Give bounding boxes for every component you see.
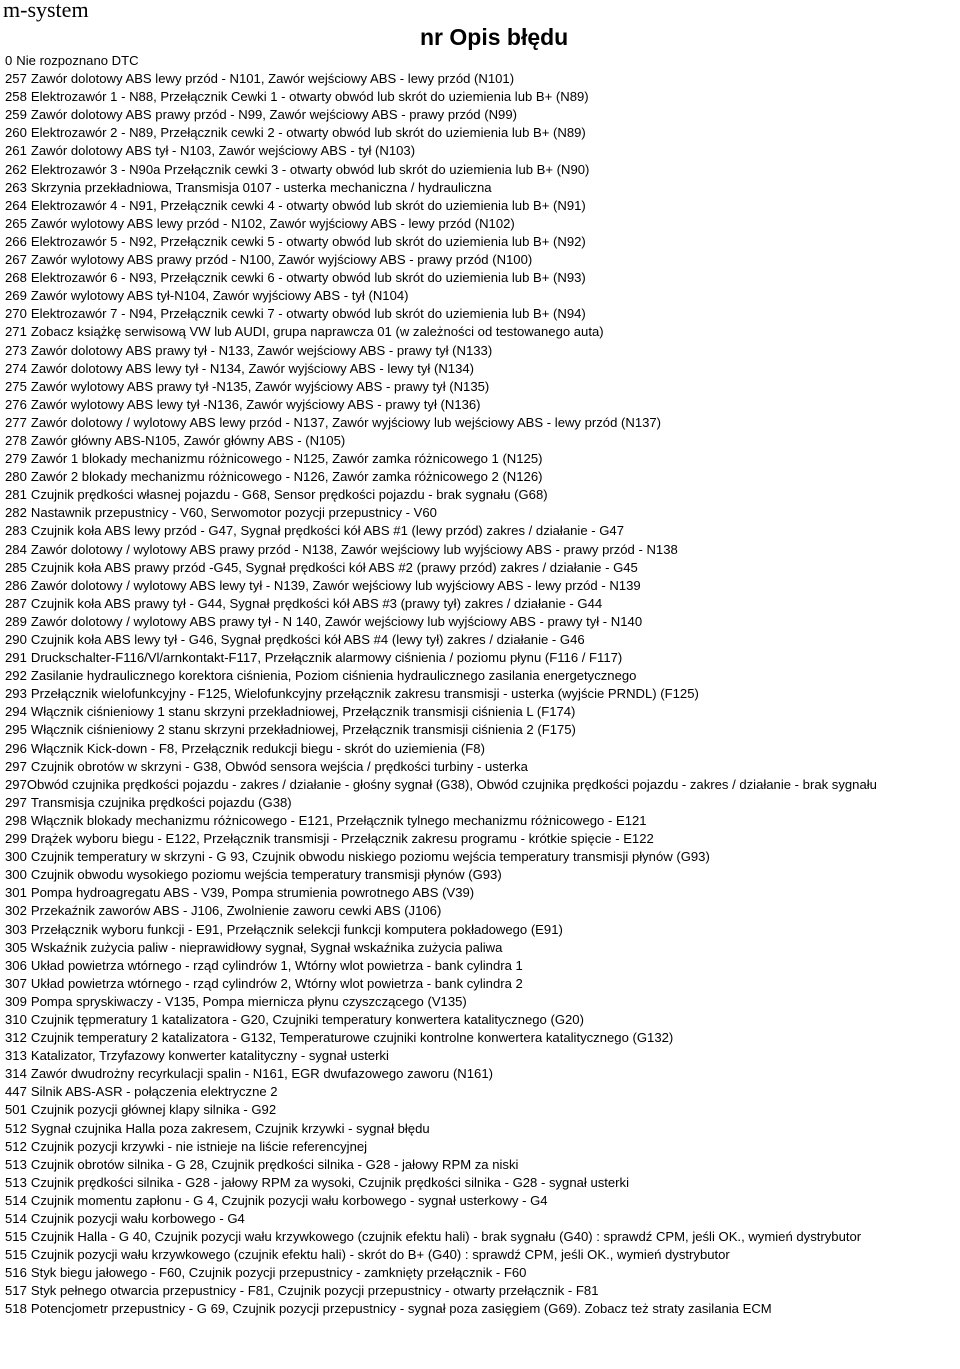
error-code-number: 269 [5,288,27,304]
error-code-description: Układ powietrza wtórnego - rząd cylindrów 2, Wtórny wlot powietrza - bank cylindra 2 [30,975,523,991]
error-code-number: 517 [5,1283,27,1299]
error-code-description: Elektrozawór 3 - N90a Przełącznik cewki 3 - otwarty obwód lub skrót do uziemienia lub B+ (N90) [30,161,590,177]
error-code-row [5,450,957,468]
error-code-row [5,287,957,305]
error-code-description: Zawór 1 blokady mechanizmu różnicowego - N125, Zawór zamka różnicowego 1 (N125) [30,451,543,467]
error-code-row [5,1246,957,1264]
error-code-number: 309 [5,993,27,1009]
error-code-row [5,758,957,776]
error-code-description: Czujnik temperatury 2 katalizatora - G132, Temperaturowe czujniki kontrolne konwertera katalitycznego (G132) [30,1030,674,1046]
error-code-row [5,70,957,88]
error-code-number: 301 [5,885,27,901]
error-code-row [5,667,957,685]
error-code-row [5,305,957,323]
brand-logo-text: m-system [3,0,89,22]
error-code-description: Zawór wylotowy ABS tył-N104, Zawór wyjściowy ABS - tył (N104) [30,288,409,304]
error-code-description: Czujnik obwodu wysokiego poziomu wejścia temperatury transmisji płynów (G93) [30,867,502,883]
error-code-row [5,957,957,975]
error-code-number: 275 [5,378,27,394]
error-code-description: Czujnik pozycji krzywki - nie istnieje na liście referencyjnej [30,1138,368,1154]
error-code-description: Potencjometr przepustnicy - G 69, Czujnik pozycji przepustnicy - sygnał poza zasięgiem (G69). Zobacz też straty zasilania ECM [30,1301,772,1317]
error-code-number: 290 [5,632,27,647]
error-code-number: 313 [5,1048,27,1064]
error-code-number: 292 [5,668,27,684]
error-code-row [5,721,957,739]
error-code-number: 300 [5,867,27,883]
error-code-row [5,1101,957,1119]
error-code-number: 297 [5,794,27,810]
error-code-description: Sygnał czujnika Halla poza zakresem, Czujnik krzywki - sygnał błędu [30,1120,430,1136]
error-code-description: Zawór wylotowy ABS prawy przód - N100, Zawór wyjściowy ABS - prawy przód (N100) [30,252,533,268]
error-code-description: Styk biegu jałowego - F60, Czujnik pozycji przepustnicy - zamknięty przełącznik - F60 [30,1265,527,1281]
error-code-number: 264 [5,197,27,213]
error-code-number: 281 [5,487,27,503]
error-code-number: 259 [5,107,27,123]
error-code-description: Czujnik prędkości silnika - G28 - jałowy RPM za wysoki, Czujnik prędkości silnika - G28 - sygnał usterki [30,1174,630,1190]
error-code-row [5,215,957,233]
error-code-number: 299 [5,831,27,847]
error-code-number: 298 [5,812,27,828]
error-code-description: Silnik ABS-ASR - połączenia elektryczne 2 [30,1084,278,1100]
error-code-number: 296 [5,740,27,756]
error-code-description: Elektrozawór 1 - N88, Przełącznik Cewki 1 - otwarty obwód lub skrót do uziemienia lub B+ (N89) [30,89,589,105]
error-code-number: 273 [5,342,27,358]
error-code-description: Elektrozawór 4 - N91, Przełącznik cewki 4 - otwarty obwód lub skrót do uziemienia lub B+ (N91) [30,197,586,213]
page-title: nr Opis błędu [420,24,569,50]
error-code-row [5,1156,957,1174]
error-code-row [5,939,957,957]
error-code-description: Czujnik pozycji wału korbowego - G4 [30,1211,245,1226]
error-code-row [5,975,957,993]
error-code-number: 314 [5,1066,27,1082]
error-code-number: 293 [5,686,27,702]
error-code-description: Zawór dolotowy ABS tył - N103, Zawór wejściowy ABS - tył (N103) [30,143,416,159]
error-code-number: 297 [5,776,27,792]
error-code-description: Zawór główny ABS-N105, Zawór główny ABS - (N105) [30,432,346,448]
error-code-description: Obwód czujnika prędkości pojazdu - zakres / działanie - głośny sygnał (G38), Obwód czujnika prędkości pojazdu - zakres / działanie - brak sygnału [26,776,877,792]
error-code-number: 307 [5,975,27,991]
error-code-description: Zawór wylotowy ABS lewy przód - N102, Zawór wyjściowy ABS - lewy przód (N102) [30,215,515,231]
error-code-row [5,522,957,540]
error-code-description: Układ powietrza wtórnego - rząd cylindrów 1, Wtórny wlot powietrza - bank cylindra 1 [30,957,523,973]
error-code-row [5,577,957,595]
error-code-number: 278 [5,432,27,448]
error-code-description: Zawór dolotowy ABS lewy przód - N101, Zawór wejściowy ABS - lewy przód (N101) [30,71,515,87]
error-code-description: Zawór 2 blokady mechanizmu różnicowego - N126, Zawór zamka różnicowego 2 (N126) [30,469,543,485]
error-code-description: Zawór dolotowy / wylotowy ABS lewy tył - N139, Zawór wejściowy lub wyjściowy ABS - lewy przód - N139 [30,577,641,593]
error-code-description: Czujnik koła ABS prawy przód -G45, Sygnał prędkości kół ABS #2 (prawy przód) zakres / działanie - G45 [30,559,638,575]
error-code-row [5,703,957,721]
error-code-row [5,396,957,414]
error-code-number: 514 [5,1192,27,1208]
error-code-description: Włącznik blokady mechanizmu różnicowego - E121, Przełącznik tylnego mechanizmu różnicowego - E121 [30,812,647,828]
error-code-description: Elektrozawór 2 - N89, Przełącznik cewki 2 - otwarty obwód lub skrót do uziemienia lub B+ (N89) [30,125,586,141]
error-code-number: 306 [5,957,27,973]
error-code-description: Pompa hydroagregatu ABS - V39, Pompa strumienia powrotnego ABS (V39) [30,885,475,901]
error-code-row [5,1083,957,1101]
error-code-row [5,1264,957,1282]
error-code-number: 0 [5,53,13,68]
error-code-row [5,1120,957,1138]
error-code-row [5,559,957,577]
error-code-number: 284 [5,541,27,557]
error-code-description: Czujnik Halla - G 40, Czujnik pozycji wału krzywkowego (czujnik efektu hali) - brak sygnału (G40) : sprawdź CPM, jeśli OK., wymień dystrybutor [30,1229,862,1245]
error-code-number: 501 [5,1102,27,1118]
error-code-row [5,1029,957,1047]
error-code-number: 262 [5,161,27,177]
error-code-row [5,233,957,251]
error-code-row [5,830,957,848]
error-code-row [5,740,957,758]
error-code-description: Czujnik momentu zapłonu - G 4, Czujnik pozycji wału korbowego - sygnał usterkowy - G4 [30,1192,548,1208]
error-code-row [5,414,957,432]
error-code-row [5,378,957,396]
error-code-description: Czujnik tępmeratury 1 katalizatora - G20, Czujniki temperatury konwertera katalitycznego (G20) [30,1011,584,1027]
error-code-description: Przełącznik wyboru funkcji - E91, Przełącznik selekcji funkcji komputera pokładowego (E91) [30,921,563,937]
error-code-row [5,812,957,830]
error-code-number: 303 [5,921,27,937]
error-code-description: Nie rozpoznano DTC [16,53,139,68]
error-code-number: 310 [5,1011,27,1027]
error-code-row [5,921,957,939]
error-code-row [5,124,957,142]
error-code-row [5,323,957,341]
error-code-description: Wskaźnik zużycia paliw - nieprawidłowy sygnał, Sygnał wskaźnika zużycia paliwa [30,939,503,955]
error-code-number: 267 [5,252,27,268]
error-code-number: 516 [5,1265,27,1281]
error-code-description: Zawór dolotowy / wylotowy ABS lewy przód - N137, Zawór wyjściowy lub wejściowy ABS - lewy przód (N137) [30,414,662,430]
error-code-row [5,541,957,559]
error-code-row [5,142,957,160]
error-code-number: 283 [5,523,27,539]
error-code-description: Elektrozawór 6 - N93, Przełącznik cewki 6 - otwarty obwód lub skrót do uziemienia lub B+ (N93) [30,270,586,286]
error-code-row [5,613,957,631]
error-code-number: 447 [5,1084,27,1100]
error-code-description: Drążek wyboru biegu - E122, Przełącznik transmisji - Przełącznik zakresu programu - krótkie spięcie - E122 [30,831,654,847]
error-code-number: 258 [5,89,27,105]
error-code-row [5,776,957,794]
error-code-description: Zawór dwudrożny recyrkulacji spalin - N161, EGR dwufazowego zaworu (N161) [30,1066,493,1082]
error-code-row [5,161,957,179]
error-code-row [5,504,957,522]
error-code-number: 286 [5,577,27,593]
error-code-number: 513 [5,1174,27,1190]
error-code-number: 279 [5,451,27,467]
error-code-row [5,902,957,920]
error-code-number: 512 [5,1138,27,1154]
error-code-number: 268 [5,270,27,286]
error-code-description: Nastawnik przepustnicy - V60, Serwomotor pozycji przepustnicy - V60 [30,505,437,521]
error-code-row [5,1138,957,1156]
error-code-number: 518 [5,1301,27,1317]
error-code-row [5,794,957,812]
error-code-description: Styk pełnego otwarcia przepustnicy - F81, Czujnik pozycji przepustnicy - otwarty przełącznik - F81 [30,1283,599,1299]
error-code-row [5,468,957,486]
error-code-number: 263 [5,179,27,195]
error-code-row [5,1011,957,1029]
error-code-row [5,1047,957,1065]
error-code-number: 514 [5,1211,27,1226]
error-code-description: Zawór dolotowy / wylotowy ABS prawy przód - N138, Zawór wejściowy lub wyjściowy ABS - prawy przód - N138 [30,541,678,557]
error-code-description: Transmisja czujnika prędkości pojazdu (G38) [30,794,292,810]
error-code-number: 512 [5,1120,27,1136]
error-code-description: Pompa spryskiwaczy - V135, Pompa miernicza płynu czyszczącego (V135) [30,993,467,1009]
error-code-row [5,884,957,902]
error-code-number: 277 [5,414,27,430]
error-code-number: 312 [5,1030,27,1046]
error-code-row [5,1228,957,1246]
error-code-row [5,649,957,667]
error-code-description: Druckschalter-F116/Vl/arnkontakt-F117, Przełącznik alarmowy ciśnienia / poziomu płynu (F116 / F117) [30,650,623,666]
error-code-number: 266 [5,233,27,249]
error-code-row [5,342,957,360]
error-code-row [5,197,957,215]
error-code-number: 257 [5,71,27,87]
error-code-row [5,432,957,450]
error-code-description: Skrzynia przekładniowa, Transmisja 0107 - usterka mechaniczna / hydrauliczna [30,179,492,195]
error-code-row [5,1192,957,1210]
error-code-row [5,360,957,378]
error-code-row [5,269,957,287]
error-code-row [5,251,957,269]
error-code-description: Zawór dolotowy ABS lewy tył - N134, Zawór wyjściowy ABS - lewy tył (N134) [30,360,475,376]
error-code-number: 280 [5,469,27,485]
error-code-number: 274 [5,360,27,376]
error-code-description: Zawór dolotowy ABS prawy tył - N133, Zawór wejściowy ABS - prawy tył (N133) [30,342,493,358]
error-code-row [5,52,957,70]
error-code-description: Włącznik ciśnieniowy 1 stanu skrzyni przekładniowej, Przełącznik transmisji ciśnienia L (F174) [30,704,576,720]
error-code-description: Czujnik pozycji głównej klapy silnika - G92 [30,1102,277,1118]
error-code-description: Zawór dolotowy / wylotowy ABS prawy tył - N 140, Zawór wejściowy lub wyjściowy ABS - prawy tył - N140 [30,613,643,629]
error-code-number: 260 [5,125,27,141]
error-code-row [5,993,957,1011]
error-code-number: 302 [5,903,27,919]
error-code-number: 513 [5,1156,27,1172]
error-code-description: Czujnik koła ABS prawy tył - G44, Sygnał prędkości kół ABS #3 (prawy tył) zakres / działanie - G44 [30,595,603,611]
error-code-row [5,848,957,866]
error-code-number: 265 [5,215,27,231]
error-code-list [5,52,957,1319]
error-code-row [5,1174,957,1192]
error-code-description: Elektrozawór 5 - N92, Przełącznik cewki 5 - otwarty obwód lub skrót do uziemienia lub B+ (N92) [30,233,586,249]
error-code-row [5,179,957,197]
error-code-number: 276 [5,396,27,412]
error-code-description: Czujnik temperatury w skrzyni - G 93, Czujnik obwodu niskiego poziomu wejścia temperatury transmisji płynów (G93) [30,849,710,865]
error-code-row [5,866,957,884]
error-code-description: Przełącznik wielofunkcyjny - F125, Wielofunkcyjny przełącznik zakresu transmisji - usterka (wyjście PRNDL) (F125) [30,686,699,702]
error-code-number: 282 [5,505,27,521]
error-code-number: 285 [5,559,27,575]
error-code-description: Czujnik koła ABS lewy przód - G47, Sygnał prędkości kół ABS #1 (lewy przód) zakres / działanie - G47 [30,523,624,539]
error-code-number: 297 [5,758,27,774]
error-code-number: 271 [5,324,27,340]
error-code-row [5,685,957,703]
error-code-description: Czujnik prędkości własnej pojazdu - G68, Sensor prędkości pojazdu - brak sygnału (G68) [30,487,548,503]
error-code-description: Zobacz książkę serwisową VW lub AUDI, grupa naprawcza 01 (w zależności od testowanego auta) [30,324,604,340]
error-code-number: 270 [5,306,27,322]
error-code-row [5,88,957,106]
error-code-description: Przekaźnik zaworów ABS - J106, Zwolnienie zaworu cewki ABS (J106) [30,903,442,919]
error-code-description: Zawór wylotowy ABS lewy tył -N136, Zawór wyjściowy ABS - prawy tył (N136) [30,396,481,412]
error-code-row [5,1210,957,1228]
error-code-number: 300 [5,849,27,865]
error-code-number: 287 [5,595,27,611]
error-code-description: Czujnik koła ABS lewy tył - G46, Sygnał prędkości kół ABS #4 (lewy tył) zakres / działanie - G46 [30,632,585,647]
error-code-description: Czujnik obrotów w skrzyni - G38, Obwód sensora wejścia / prędkości turbiny - usterka [30,758,528,774]
error-code-number: 291 [5,650,27,666]
error-code-description: Katalizator, Trzyfazowy konwerter katalityczny - sygnał usterki [30,1048,389,1064]
error-code-number: 261 [5,143,27,159]
error-code-row [5,595,957,613]
error-code-row [5,1065,957,1083]
error-code-number: 515 [5,1229,27,1245]
error-code-description: Włącznik ciśnieniowy 2 stanu skrzyni przekładniowej, Przełącznik transmisji ciśnienia 2 (F175) [30,722,576,738]
error-code-description: Zawór wylotowy ABS prawy tył -N135, Zawór wyjściowy ABS - prawy tył (N135) [30,378,490,394]
error-code-description: Włącznik Kick-down - F8, Przełącznik redukcji biegu - skrót do uziemienia (F8) [30,740,485,756]
error-code-description: Zasilanie hydraulicznego korektora ciśnienia, Poziom ciśnienia hydraulicznego zasilania energetycznego [30,668,637,684]
error-code-number: 515 [5,1247,27,1263]
error-code-number: 294 [5,704,27,720]
error-code-row [5,1300,957,1318]
error-code-row [5,106,957,124]
error-code-description: Zawór dolotowy ABS prawy przód - N99, Zawór wejściowy ABS - prawy przód (N99) [30,107,517,123]
error-code-row [5,486,957,504]
error-code-description: Czujnik obrotów silnika - G 28, Czujnik prędkości silnika - G28 - jałowy RPM za niski [30,1156,519,1172]
error-code-row [5,1282,957,1300]
error-code-number: 305 [5,939,27,955]
error-code-number: 295 [5,722,27,738]
error-code-description: Czujnik pozycji wału krzywkowego (czujnik efektu hali) - skrót do B+ (G40) : sprawdź CPM, jeśli OK., wymień dystrybutor [30,1247,730,1263]
error-code-row [5,631,957,649]
error-code-number: 289 [5,613,27,629]
error-code-description: Elektrozawór 7 - N94, Przełącznik cewki 7 - otwarty obwód lub skrót do uziemienia lub B+ (N94) [30,306,586,322]
